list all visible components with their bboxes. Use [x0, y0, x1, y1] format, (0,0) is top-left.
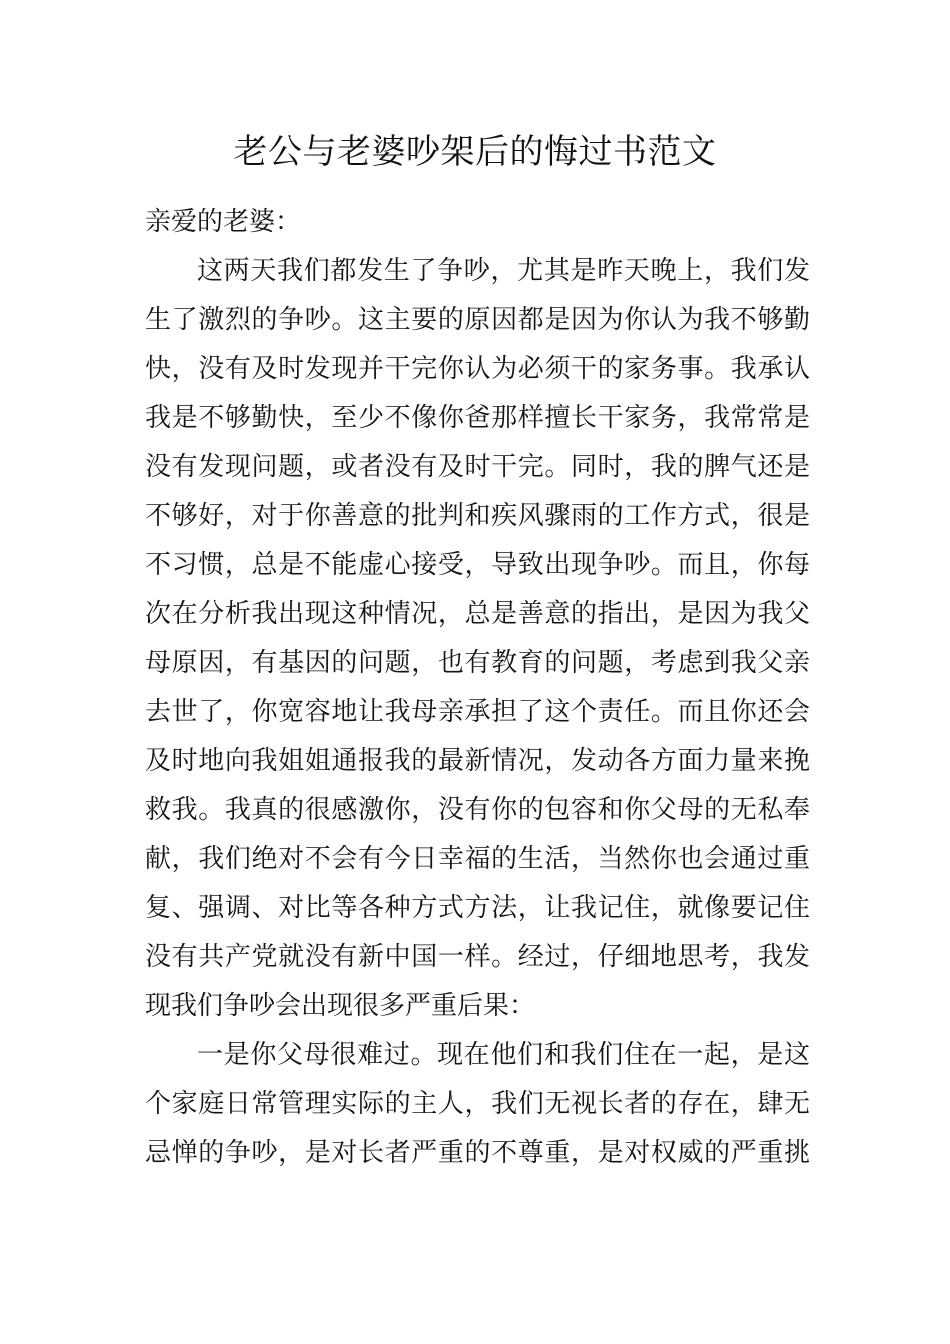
paragraph-line: 忌惮的争吵，是对长者严重的不尊重，是对权威的严重挑	[145, 1138, 810, 1168]
paragraph-line: 这两天我们都发生了争吵，尤其是昨天晚上，我们发	[197, 256, 810, 286]
paragraph-line: 次在分析我出现这种情况，总是善意的指出，是因为我父	[145, 599, 810, 629]
paragraph-line: 我是不够勤快，至少不像你爸那样擅长干家务，我常常是	[145, 403, 810, 433]
paragraph-line: 不够好，对于你善意的批判和疾风骤雨的工作方式，很是	[145, 501, 810, 531]
document-title: 老公与老婆吵架后的悔过书范文	[233, 132, 717, 172]
paragraph-line: 母原因，有基因的问题，也有教育的问题，考虑到我父亲	[145, 648, 810, 678]
paragraph-line: 复、强调、对比等各种方式方法，让我记住，就像要记住	[145, 893, 810, 923]
paragraph-line: 去世了，你宽容地让我母亲承担了这个责任。而且你还会	[145, 697, 810, 727]
paragraph-line: 没有发现问题，或者没有及时干完。同时，我的脾气还是	[145, 452, 810, 482]
paragraph-line: 现我们争吵会出现很多严重后果：	[145, 991, 536, 1021]
paragraph-line: 一是你父母很难过。现在他们和我们住在一起，是这	[197, 1040, 810, 1070]
paragraph-line: 没有共产党就没有新中国一样。经过，仔细地思考，我发	[145, 942, 810, 972]
paragraph-line: 不习惯，总是不能虚心接受，导致出现争吵。而且，你每	[145, 550, 810, 580]
paragraph-line: 救我。我真的很感激你，没有你的包容和你父母的无私奉	[145, 795, 810, 825]
paragraph-line: 生了激烈的争吵。这主要的原因都是因为你认为我不够勤	[145, 305, 810, 335]
document-body	[145, 198, 810, 1178]
paragraph-line: 及时地向我姐姐通报我的最新情况，发动各方面力量来挽	[145, 746, 810, 776]
paragraph-line: 个家庭日常管理实际的主人，我们无视长者的存在，肆无	[145, 1089, 810, 1119]
salutation-line: 亲爱的老婆：	[145, 207, 302, 237]
paragraph-line: 快，没有及时发现并干完你认为必须干的家务事。我承认	[145, 354, 810, 384]
paragraph-line: 献，我们绝对不会有今日幸福的生活，当然你也会通过重	[145, 844, 810, 874]
